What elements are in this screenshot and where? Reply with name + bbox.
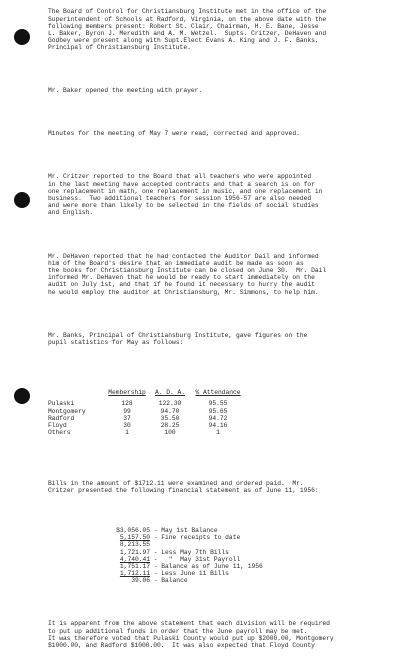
- membership-value: 128: [121, 400, 133, 408]
- membership-value: 99: [123, 407, 131, 415]
- ada-value: 122.30: [158, 400, 182, 408]
- banks-paragraph: [48, 332, 392, 346]
- closing-paragraph: [48, 620, 392, 649]
- bills-paragraph: [48, 480, 392, 494]
- ledger-row: [112, 541, 392, 548]
- attendance-value: 94.16: [208, 422, 228, 430]
- ledger-row: [112, 570, 392, 577]
- text-line: Mr. Baker opened the meeting with prayer.: [48, 87, 203, 95]
- ledger-description: - Balance as of June 11, 1956: [150, 562, 263, 570]
- text-line: Mr. DeHaven reported that he had contacted the Auditor Dail and informed: [48, 252, 319, 260]
- text-line: in the last meeting have accepted contracts and that a search is on for: [48, 180, 315, 188]
- statistics-row: [48, 429, 244, 436]
- ada-value: 35.50: [160, 414, 180, 422]
- ledger-amount: 5,157.50: [119, 534, 150, 542]
- ada-header: A. D. A.: [154, 388, 186, 396]
- text-line: It was therefore voted that Pulaski County would put up $2000.00, Montgomery: [48, 634, 334, 642]
- text-line: $1000.00, and Radford $1000.00. It was also expected that Floyd County: [48, 642, 315, 650]
- membership-header: Membership: [108, 388, 146, 396]
- text-line: Mr. Critzer reported to the Board that all teachers who were appointed: [48, 173, 312, 181]
- text-line: Superintendent of Schools at Radford, Virginia, on the above date with the: [48, 15, 327, 23]
- ledger-amount: 1,721.97: [119, 548, 150, 556]
- text-line: he would employ the auditor at Christiansburg, Mr. Simmons, to help him.: [48, 288, 319, 296]
- ledger-row: [112, 527, 392, 534]
- text-line: to put up additional funds in order that the June payroll may be met.: [48, 627, 308, 635]
- statistics-row: [48, 408, 244, 415]
- binder-hole-middle: [14, 192, 30, 208]
- statistics-header-row: [48, 389, 244, 396]
- ledger-amount: 1,751.17: [119, 562, 150, 570]
- text-line: Bills in the amount of $1712.11 were examined and ordered paid. Mr.: [48, 479, 304, 487]
- attendance-header: % Attendance: [195, 388, 241, 396]
- text-line: one replacement in math, one replacement in music, and one replacement in: [48, 187, 323, 195]
- minutes-paragraph: [48, 130, 392, 137]
- membership-value: 30: [123, 422, 131, 430]
- attendance-value: 94.72: [208, 414, 228, 422]
- text-line: pupil statistics for May as follows:: [48, 338, 184, 346]
- statistics-row: [48, 400, 244, 407]
- ledger-description: - Less June 11 Bills: [150, 570, 229, 578]
- ledger-description: - Balance: [150, 577, 188, 585]
- intro-paragraph: [48, 8, 392, 51]
- membership-value: 37: [123, 414, 131, 422]
- critzer-paragraph: [48, 173, 392, 216]
- division-name: Montgomery: [48, 407, 86, 415]
- text-line: him of the Board's desire that an immediate audit be made as soon as: [48, 259, 304, 267]
- ledger-row: [112, 563, 392, 570]
- attendance-value: 95.65: [208, 407, 228, 415]
- text-line: audit on July 1st, and that if he found it necessary to hurry the audit: [48, 281, 315, 289]
- pupil-statistics-table: [48, 389, 244, 437]
- ledger-amount: 8,213.55: [119, 541, 150, 549]
- text-line: Minutes for the meeting of May 7 were read, corrected and approved.: [48, 130, 300, 138]
- text-line: and English.: [48, 209, 94, 217]
- ada-value: 94.70: [160, 407, 180, 415]
- text-line: Godbey were present along with Supt.Elect Evans A. King and J. F. Banks,: [48, 37, 319, 45]
- binder-hole-top: [14, 29, 30, 45]
- dehaven-paragraph: [48, 253, 392, 296]
- text-line: Mr. Banks, Principal of Christiansburg Institute, gave figures on the: [48, 331, 308, 339]
- text-line: business. Two additional teachers for session 1956-57 are also needed: [48, 195, 312, 203]
- ledger-amount: 4,740.41: [119, 555, 150, 563]
- division-name: Floyd: [48, 422, 67, 430]
- text-line: and were more than likely to be selected in the fields of social studies: [48, 202, 319, 210]
- text-line: Principal of Christiansburg Institute.: [48, 44, 191, 52]
- text-line: It is apparent from the above statement that each division will be required: [48, 620, 330, 628]
- division-name: Pulaski: [48, 400, 75, 408]
- financial-statement: [112, 527, 392, 585]
- text-line: The Board of Control for Christiansburg Institute met in the office of the: [48, 8, 327, 16]
- text-line: informed Mr. DeHaven that he would be ready to start immediately on the: [48, 274, 315, 282]
- attendance-value: 1: [216, 429, 220, 437]
- ledger-row: [112, 534, 392, 541]
- statistics-row: [48, 422, 244, 429]
- text-line: Critzer presented the following financial statement as of June 11, 1956:: [48, 486, 319, 494]
- ledger-row: [112, 577, 392, 584]
- ada-value: 100: [164, 429, 176, 437]
- ledger-description: - Fine receipts to date: [150, 534, 241, 542]
- division-name: Others: [48, 429, 71, 437]
- ledger-row: [112, 556, 392, 563]
- prayer-paragraph: [48, 87, 392, 94]
- ledger-description: - " May 31st Payroll: [150, 555, 241, 563]
- ledger-amount: $3,056.05: [116, 526, 150, 534]
- text-line: the books for Christiansburg Institute can be closed on June 30. Mr. Dail: [48, 266, 327, 274]
- ledger-description: - Less May 7th Bills: [150, 548, 229, 556]
- membership-value: 1: [125, 429, 129, 437]
- binder-hole-bottom: [14, 388, 30, 404]
- text-line: L. Baker, Byron J. Meredith and A. M. Wetzel. Supts. Critzer, DeHaven and: [48, 30, 327, 38]
- statistics-row: [48, 415, 244, 422]
- attendance-value: 95.55: [208, 400, 228, 408]
- division-name: Radford: [48, 414, 75, 422]
- ledger-description: - May 1st Balance: [150, 526, 218, 534]
- ada-value: 28.25: [160, 422, 180, 430]
- ledger-amount: 39.06: [131, 577, 150, 585]
- ledger-row: [112, 549, 392, 556]
- text-line: following members present: Robert St. Clair, Chairman, H. E. Bane, Jesse: [48, 22, 319, 30]
- ledger-amount: 1,712.11: [119, 570, 150, 578]
- minutes-page: [48, 0, 392, 656]
